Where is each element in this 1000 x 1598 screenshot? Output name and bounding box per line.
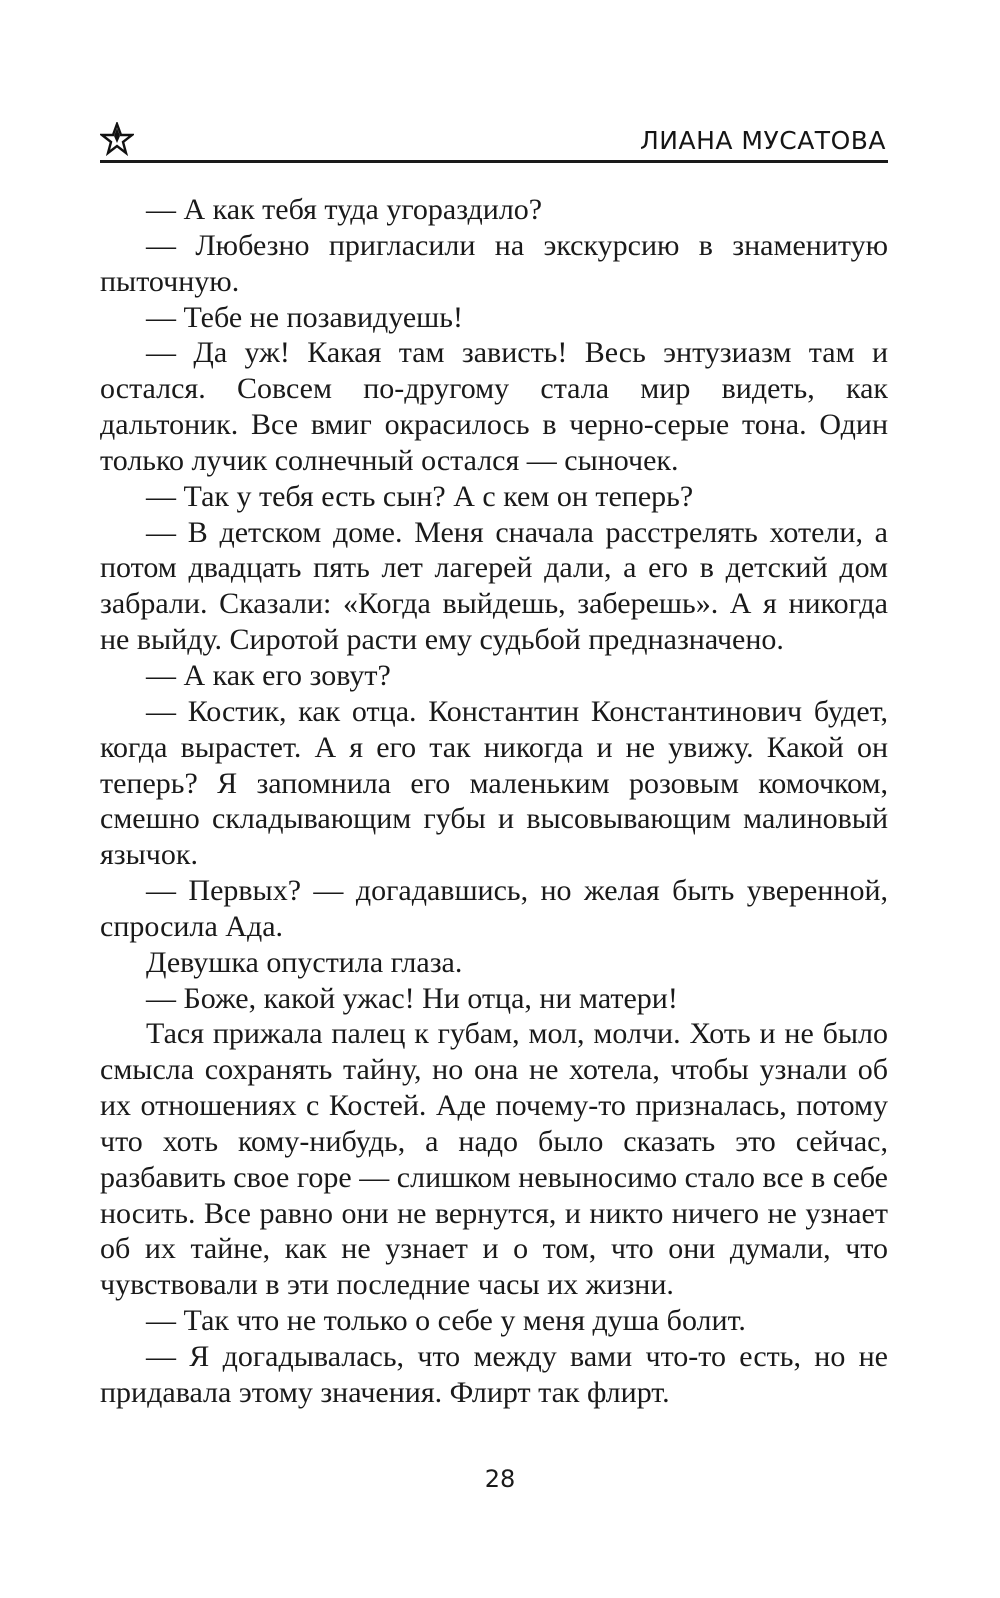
paragraph: Девушка опустила глаза. [146,945,463,979]
author-name: ЛИАНА МУСАТОВА [639,126,886,155]
paragraph: — А как его зовут? [146,658,391,692]
running-header [100,120,888,164]
paragraph: — Так у тебя есть сын? А с кем он теперь? [146,479,694,513]
paragraph: — Первых? — догадавшись, но желая быть уверенной, спросила Ада. [100,874,888,943]
page-number: 28 [484,1465,516,1493]
paragraph: — Костик, как отца. Константин Константинович будет, когда вырастет. А я его так никогда и не увижу. Какой он теперь? Я запомнила его маленьким розовым комочком, смешно складывающим губы и высовывающим малиновый язычок. [100,694,888,872]
page-body [100,192,888,1411]
paragraph: — Любезно пригласили на экскурсию в знаменитую пыточную. [100,228,888,298]
star-outline-icon [100,122,134,156]
header-rule [100,160,888,163]
paragraph: — Боже, какой ужас! Ни отца, ни матери! [146,981,678,1015]
paragraph: — Тебе не позавидуешь! [146,300,463,334]
paragraph: — Так что не только о себе у меня душа болит. [146,1304,746,1338]
paragraph: — А как тебя туда угораздило? [146,193,543,226]
paragraph: — В детском доме. Меня сначала расстрелять хотели, а потом двадцать пять лет лагерей дали, а его в детский дом забрали. Сказали: «Когда выйдешь, заберешь». А я никогда не выйду. Сиротой расти ему судьбой предназначено. [100,515,888,657]
paragraph: Тася прижала палец к губам, мол, молчи. Хоть и не было смысла сохранять тайну, но она не хотела, чтобы узнали об их отношениях с Костей. Аде почему-то призналась, потому что хоть кому-нибудь, а надо было сказать это сейчас, разбавить свое горе — слишком невыносимо стало все в себе носить. Все равно они не вернутся, и никто ничего не узнает об их тайне, как не узнает и о том, что они думали, что чувствовали в эти последние часы их жизни. [100,1017,888,1302]
paragraph: — Я догадывалась, что между вами что-то есть, но не придавала этому значения. Флирт так флирт. [100,1340,888,1409]
paragraph: — Да уж! Какая там зависть! Весь энтузиазм там и остался. Совсем по-другому стала мир видеть, как дальтоник. Все вмиг окрасилось в черно-серые тона. Один только лучик солнечный остался — сыночек. [100,336,888,477]
